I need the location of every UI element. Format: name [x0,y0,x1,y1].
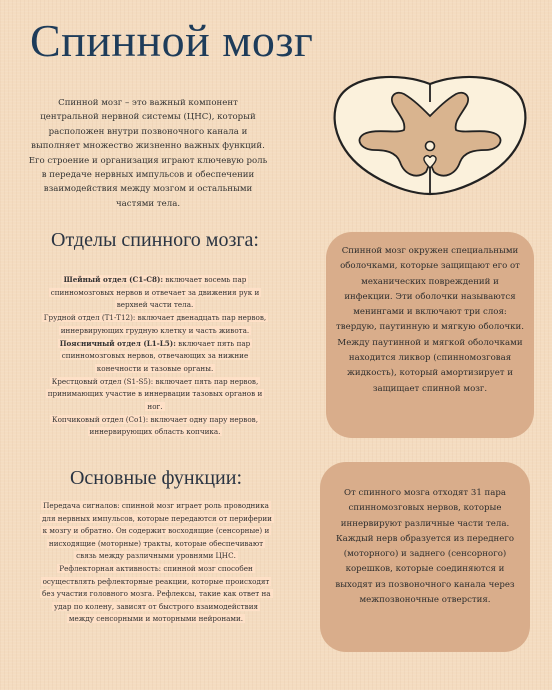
department-name: Крестцовый отдел (S1-S5): [51,376,154,386]
list-item [40,274,270,312]
department-name: Шейный отдел (C1-C8): [63,275,164,284]
department-name: Грудной отдел (T1-T12): [43,313,136,323]
department-name: Поясничный отдел (L1-L5): [59,338,176,348]
meninges-text: Спинной мозг окружен специальными оболочками, которые защищают его от механических повреждений и инфекции. Эти оболочки называются менингами и включают три слоя: твердую, паутинную и мягкую оболочки. Между паутинной и мягкой оболочками находится ликвор (спинномозговая жидкость), который амортизирует и защищает спинной мозг. [336,246,524,394]
functions-heading: Основные функции: [69,467,243,489]
meninges-card [326,232,534,438]
list-item [40,312,270,337]
department-text: включает двенадцать пар нервов, иннервирующих грудную клетку и часть живота. [60,313,267,335]
spinal-cord-cross-section-illustration [330,72,530,200]
spinal-nerves-text: От спинного мозга отходят 31 пара спинномозговых нервов, которые иннервируют различные части тела. Каждый нерв образуется из переднего (моторного) и заднего (сенсорного) корешков, которые соединяются и выходят из позвоночного канала через межпозвоночные отверстия. [335,488,515,606]
department-text: включает восемь пар спинномозговых нервов и отвечает за движения рук и верхней части тела. [50,275,260,310]
functions-list [40,500,272,626]
department-text: включает пять пар спинномозговых нервов, отвечающих за нижние конечности и тазовые органы. [61,338,251,373]
page-title: Спинной мозг [30,15,314,66]
departments-list [40,274,270,439]
function-text: Рефлекторная активность: спинной мозг способен осуществлять рефлекторные реакции, которые происходят без участия головного мозга. Рефлексы, такие как ответ на удар по колену, зависят от быстрого взаимодействия между сенсорными и моторными нейронами. [42,563,271,624]
departments-heading: Отделы спинного мозга: [51,229,259,251]
department-text: включает одну пару нервов, иннервирующих область копчика. [89,414,258,437]
central-canal [426,142,435,151]
function-text: Передача сигналов: спинной мозг играет роль проводника для нервных импульсов, которые передаются от периферии к мозгу и обратно. Он содержит восходящие (сенсорные) и нисходящие (моторные) тракты, которые обеспечивают связь между различными уровнями ЦНС. [42,501,272,561]
list-item [40,376,270,414]
list-item [40,500,272,563]
department-text: включает пять пар нервов, принимающих участие в иннервации тазовых органов и ног. [47,376,263,412]
intro-paragraph: Спинной мозг – это важный компонент центральной нервной системы (ЦНС), который расположен внутри позвоночного канала и выполняет множество жизненно важных функций. Его строение и организация играют ключевую роль в передаче нервных импульсов и обеспечении взаимодействия между мозгом и остальными частями тела. [28,98,268,209]
list-item [40,338,270,376]
list-item [40,563,272,626]
spinal-nerves-card [320,462,530,652]
list-item [40,414,270,439]
department-name: Копчиковый отдел (Co1): [52,414,149,424]
